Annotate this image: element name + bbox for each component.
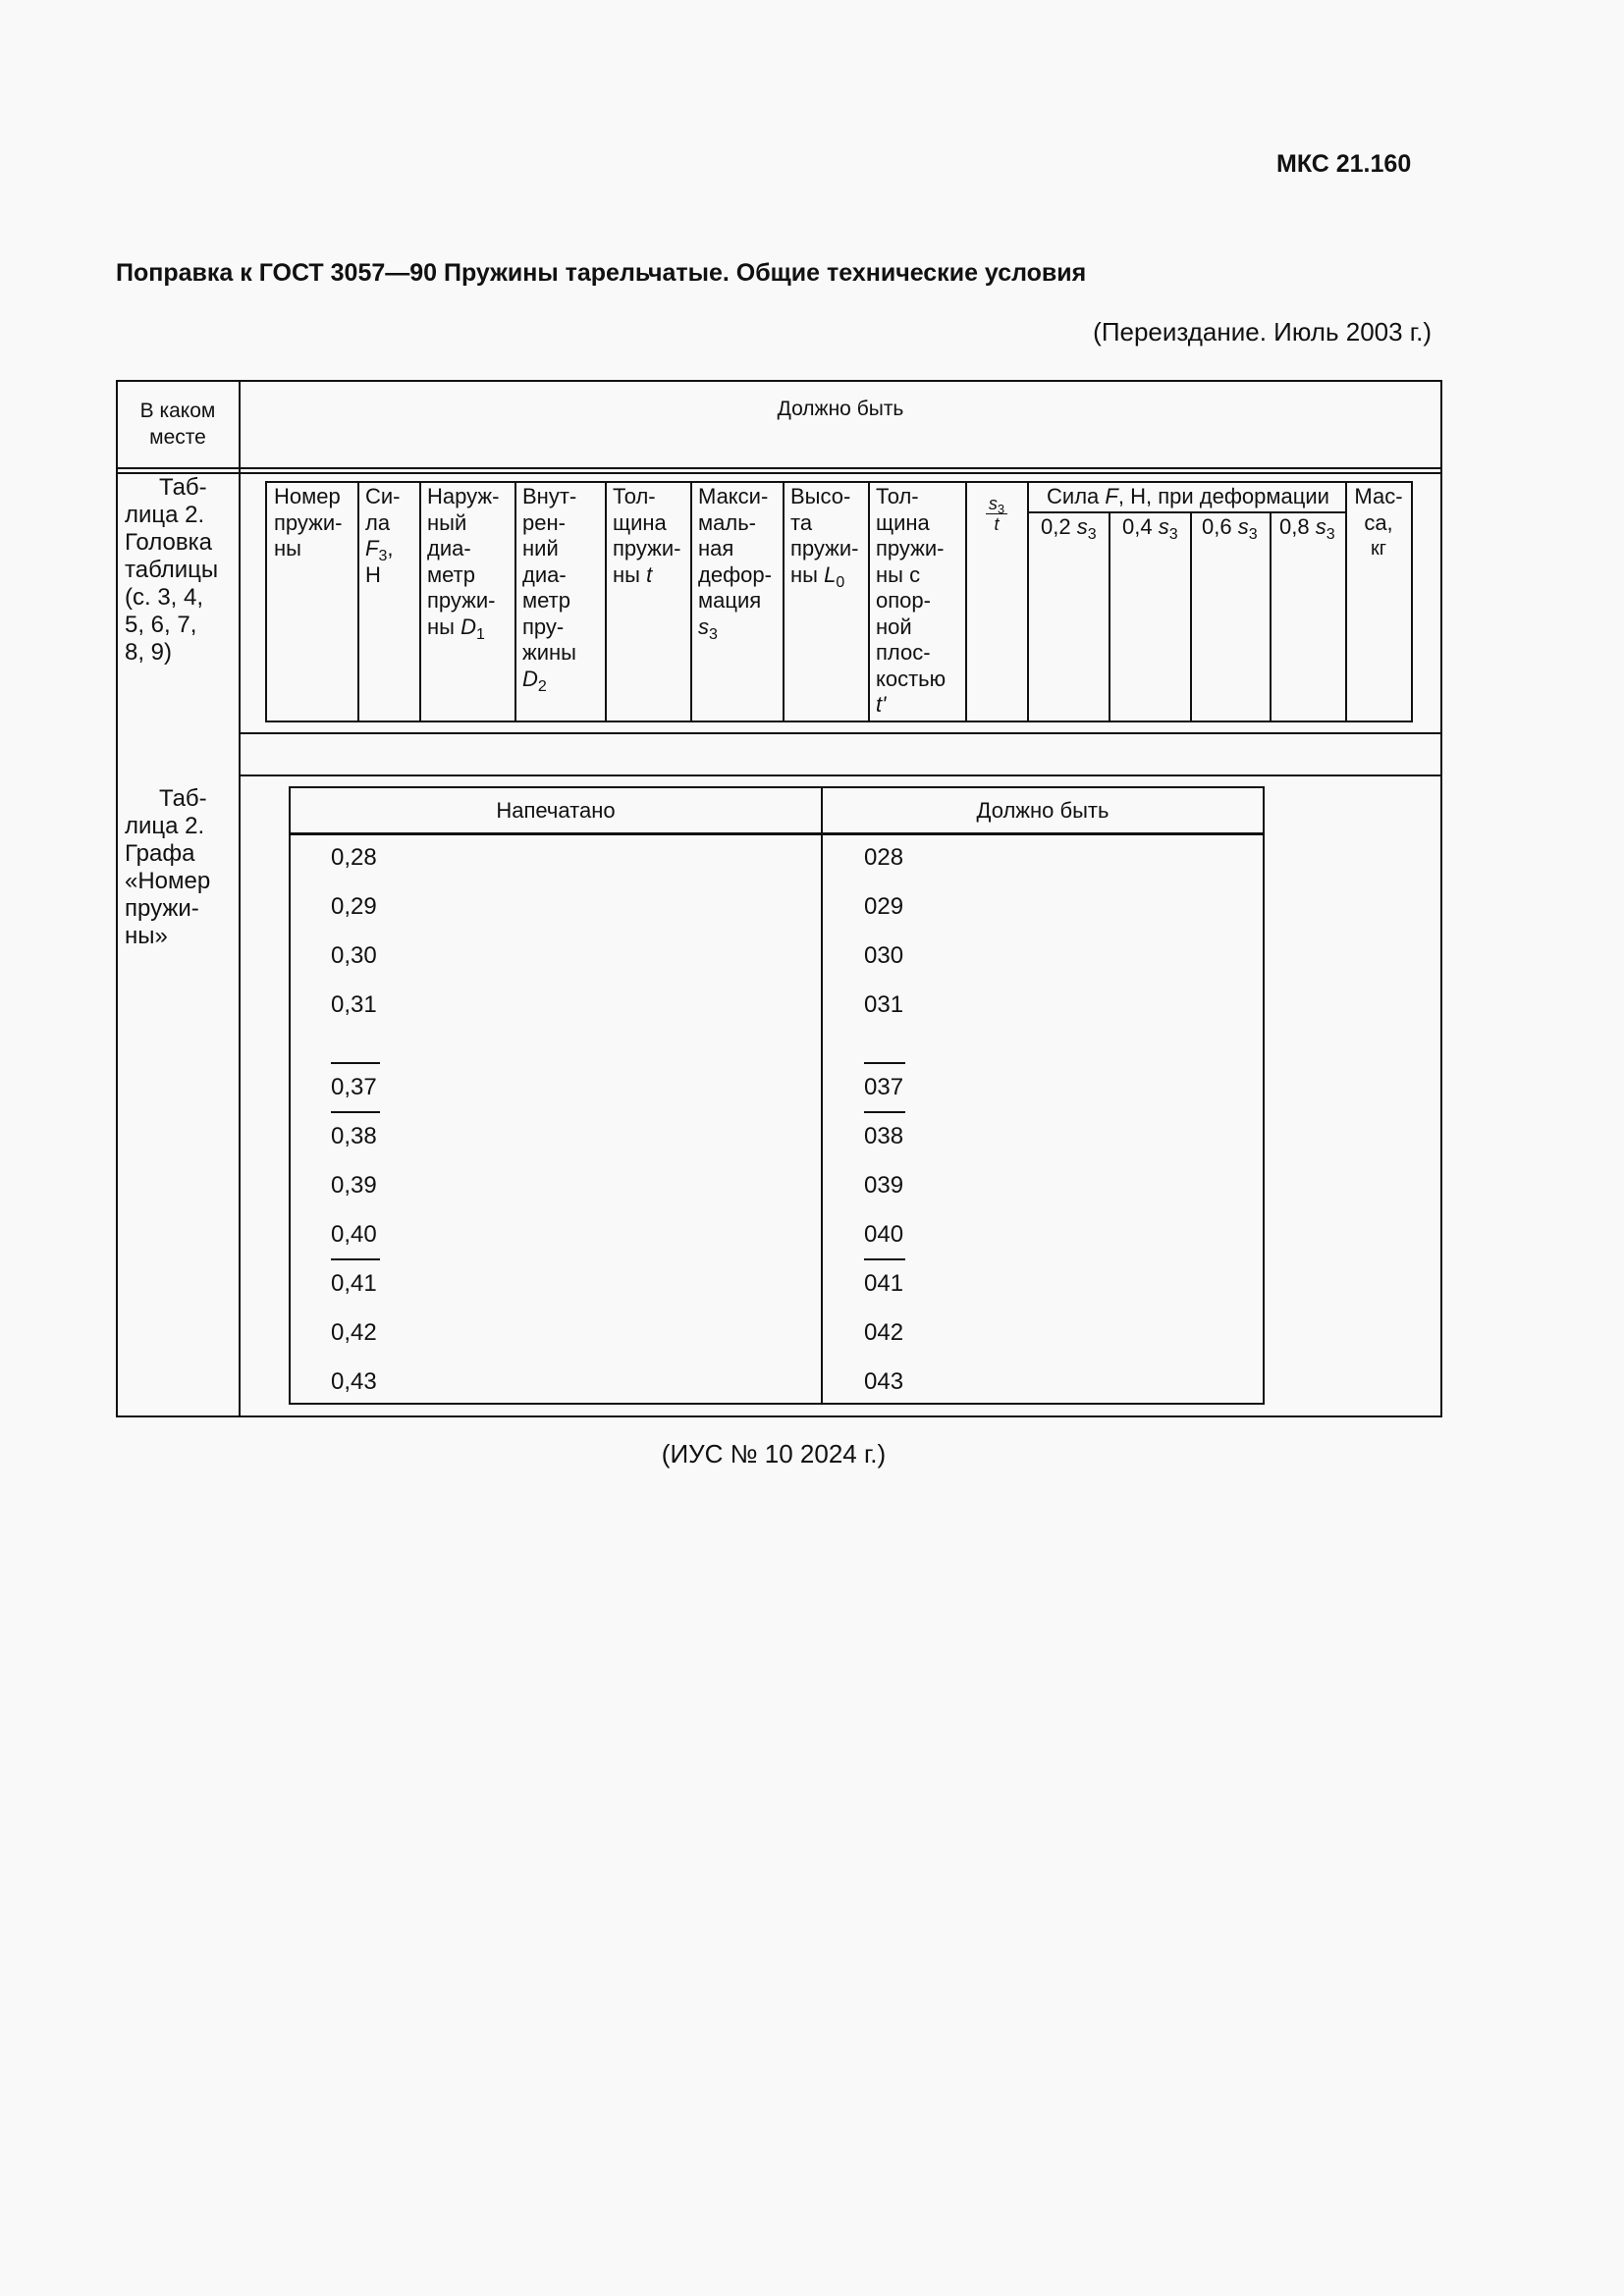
col-force-02: 0,2 $s_3$: [1041, 514, 1097, 543]
column-header-must-be: Должно быть: [777, 398, 904, 420]
printed-value: 0,30: [331, 942, 377, 969]
inner-col-line: [1270, 512, 1272, 721]
inner-col-line: [514, 482, 516, 721]
row1-location: Таб- лица 2. Головка таблицы (с. 3, 4, 5, 6, 7, 8, 9): [125, 474, 219, 666]
column-header-place: В каком месте: [139, 400, 216, 449]
inner-col-line: [690, 482, 692, 721]
group-rule: [331, 1111, 380, 1113]
col-force-group: Сила F, Н, при деформации: [1047, 484, 1329, 508]
printed-value: 0,39: [331, 1172, 377, 1199]
group-rule: [331, 1062, 380, 1064]
inner-col-line: [1027, 482, 1029, 721]
force-group-rule: [1028, 511, 1346, 513]
inner-col-line: [357, 482, 359, 721]
column-header-correct: Должно быть: [976, 798, 1110, 823]
group-rule: [864, 1062, 905, 1064]
printed-value: 0,28: [331, 844, 377, 871]
col-thickness: Тол- щина пружи- ны t: [613, 484, 681, 587]
correct-value: 029: [864, 893, 904, 920]
col-bearing-thickness: Тол- щина пружи- ны с опор- ной плос- костью t': [876, 484, 947, 717]
classification-code: МКС 21.160: [1276, 150, 1412, 178]
row2-location: Таб- лица 2. Графа «Номер пружи- ны»: [125, 785, 211, 949]
col-inner-diameter: Внут- рен- ний диа- метр пру- жины $D_2$: [522, 484, 577, 695]
inner-col-line: [783, 482, 785, 721]
col-max-deformation: Макси- маль- ная дефор- мация $s_3$: [698, 484, 772, 643]
correct-value: 041: [864, 1270, 904, 1297]
reissue-note: (Переиздание. Июль 2003 г.): [1093, 317, 1432, 347]
inner-col-line: [605, 482, 607, 721]
group-rule: [331, 1258, 380, 1260]
correct-value: 040: [864, 1221, 904, 1248]
header-rule-bottom: [117, 472, 1441, 474]
column-divider: [239, 381, 241, 1415]
col-ratio: $s_3$ t: [967, 494, 1026, 534]
document-title: Поправка к ГОСТ 3057—90 Пружины тарельчатые. Общие технические условия: [116, 259, 1087, 287]
col-force-f3: Си- ла $F_3$, Н: [365, 484, 401, 587]
correct-value: 043: [864, 1368, 904, 1395]
ius-reference: (ИУС № 10 2024 г.): [661, 1439, 887, 1468]
col-force-08: 0,8 $s_3$: [1279, 514, 1335, 543]
inner-col-line: [868, 482, 870, 721]
printed-value: 0,41: [331, 1270, 377, 1297]
group-rule: [864, 1258, 905, 1260]
printed-value: 0,29: [331, 893, 377, 920]
group-rule: [864, 1111, 905, 1113]
col-spring-number: Номер пружи- ны: [274, 484, 343, 561]
correct-value: 028: [864, 844, 904, 871]
inner-col-line: [419, 482, 421, 721]
corrections-table: [289, 786, 1265, 1405]
header-rule-top: [117, 467, 1441, 469]
col-outer-diameter: Наруж- ный диа- метр пружи- ны $D_1$: [427, 484, 500, 643]
col-force-04: 0,4 $s_3$: [1122, 514, 1178, 543]
printed-value: 0,40: [331, 1221, 377, 1248]
printed-value: 0,43: [331, 1368, 377, 1395]
corrections-divider: [821, 787, 823, 1404]
correct-value: 030: [864, 942, 904, 969]
corrections-header-rule: [290, 832, 1264, 835]
row-rule: [240, 774, 1441, 776]
printed-value: 0,42: [331, 1319, 377, 1346]
correct-value: 042: [864, 1319, 904, 1346]
col-mass: Мас- са, кг: [1354, 484, 1403, 560]
col-height: Высо- та пружи- ны $L_0$: [790, 484, 859, 591]
col-force-06: 0,6 $s_3$: [1202, 514, 1258, 543]
correct-value: 031: [864, 991, 904, 1018]
inner-col-line: [1190, 512, 1192, 721]
column-header-printed: Напечатано: [496, 798, 616, 823]
printed-value: 0,37: [331, 1074, 377, 1100]
row-rule: [240, 732, 1441, 734]
correct-value: 037: [864, 1074, 904, 1100]
printed-value: 0,38: [331, 1123, 377, 1149]
correct-value: 039: [864, 1172, 904, 1199]
correct-value: 038: [864, 1123, 904, 1149]
inner-col-line: [1109, 512, 1110, 721]
printed-value: 0,31: [331, 991, 377, 1018]
